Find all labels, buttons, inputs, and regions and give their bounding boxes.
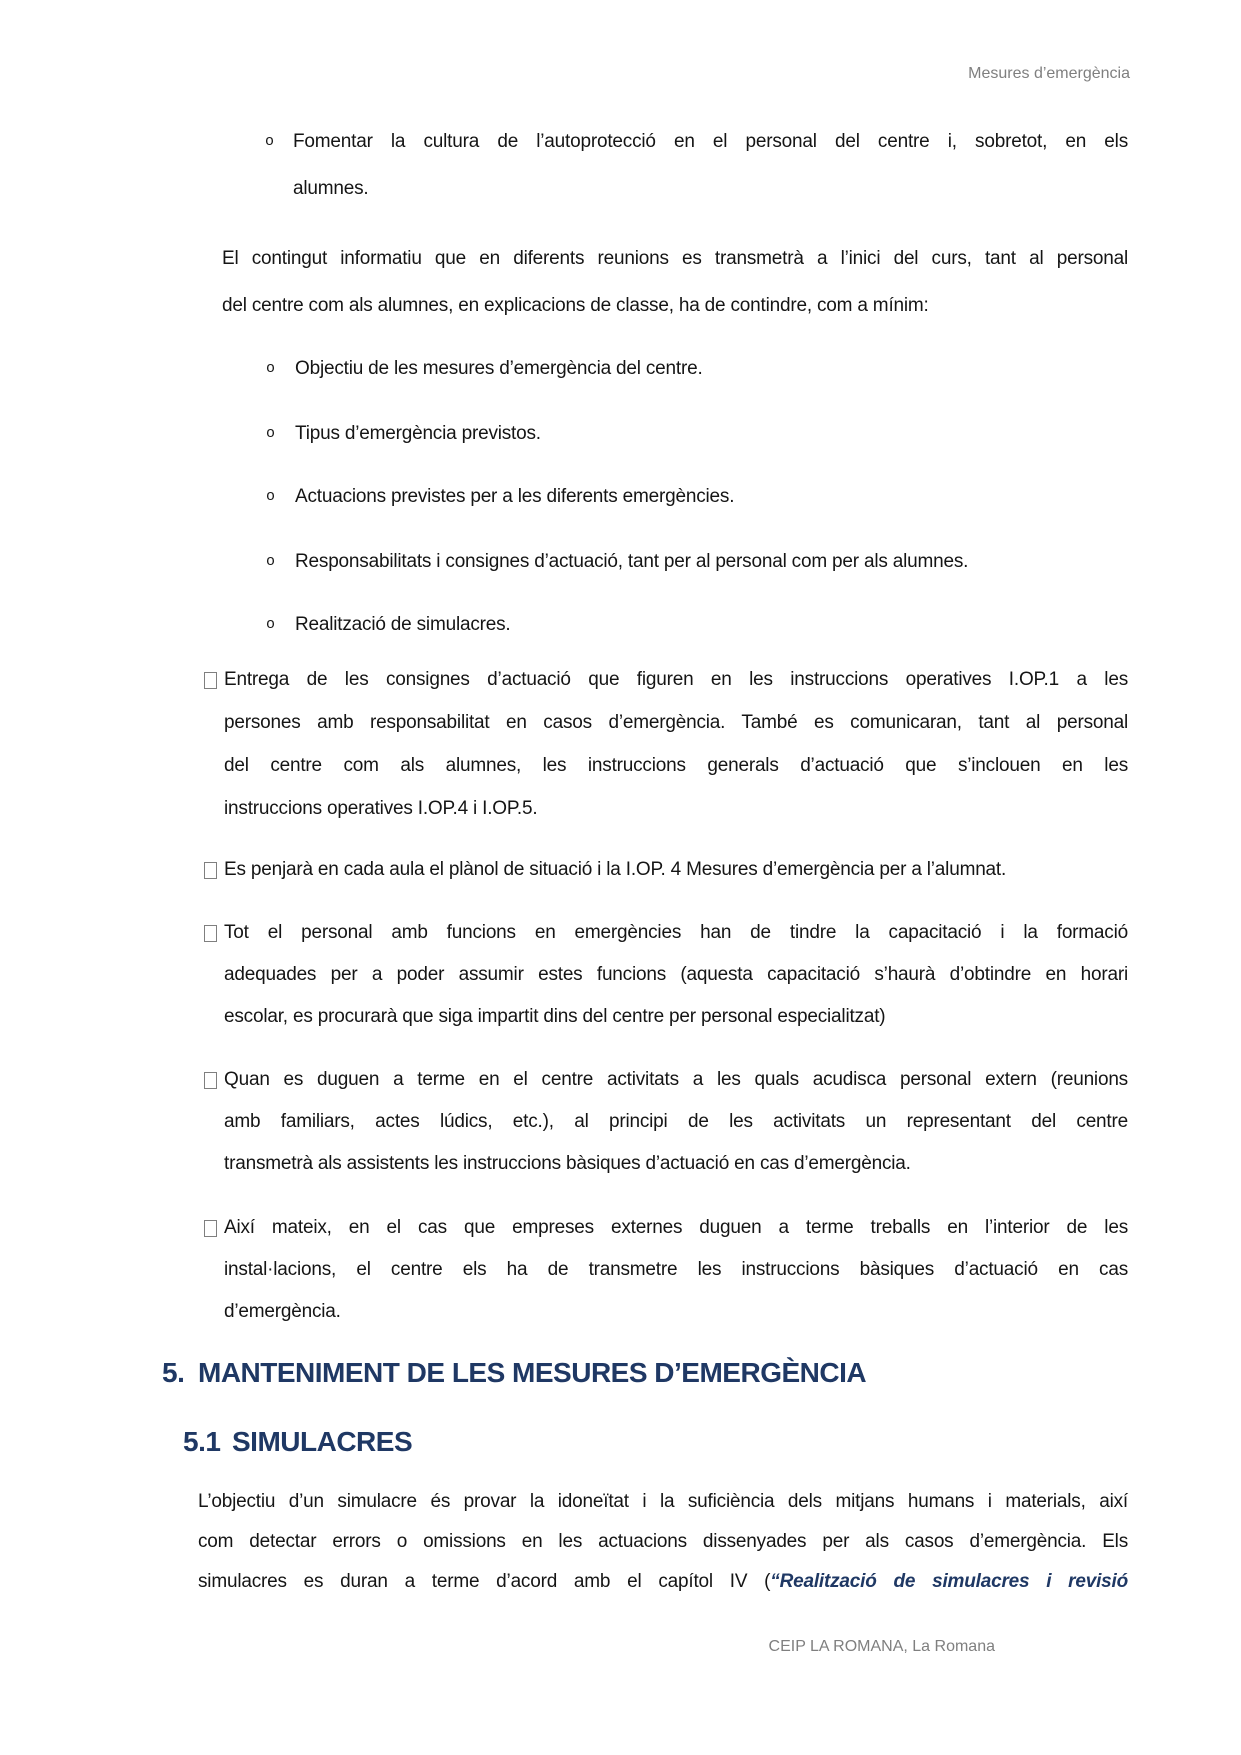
paragraph-line: Quan es duguen a terme en el centre activitats a les quals acudisca personal extern (reunions	[224, 1069, 1128, 1090]
chapter-reference-emphasis: “Realització de simulacres i revisió	[770, 1571, 1128, 1592]
checkbox-marker-icon	[204, 925, 217, 942]
list-item: Realització de simulacres.	[295, 614, 511, 635]
subsection-number: 5.1	[183, 1426, 221, 1457]
paragraph-line	[198, 1562, 1128, 1602]
paragraph-line: escolar, es procurarà que siga impartit dins del centre per personal especialitzat)	[224, 1006, 886, 1027]
check-item	[224, 848, 1128, 891]
subsection-title: SIMULACRES	[232, 1426, 413, 1457]
check-item	[224, 1059, 1128, 1185]
bullet-circle-marker: o	[265, 133, 274, 150]
checkbox-marker-icon	[204, 862, 217, 879]
paragraph-line: Fomentar la cultura de l’autoprotecció en el personal del centre i, sobretot, en els	[293, 131, 1128, 152]
list-item: Objectiu de les mesures d’emergència del centre.	[295, 358, 703, 379]
bullet-circle-marker: o	[266, 488, 275, 505]
paragraph-line: Entrega de les consignes d’actuació que figuren en les instruccions operatives I.OP.1 a les	[224, 669, 1128, 690]
bullet-circle-marker: o	[266, 616, 275, 633]
list-item: Tipus d’emergència previstos.	[295, 423, 541, 444]
paragraph-line: adequades per a poder assumir estes funcions (aquesta capacitació s’haurà d’obtindre en horari	[224, 964, 1128, 985]
paragraph-line: Es penjarà en cada aula el plànol de situació i la I.OP. 4 Mesures d’emergència per a l’alumnat.	[224, 859, 1007, 880]
page-header: Mesures d’emergència	[968, 65, 1130, 82]
intro-bullet	[293, 118, 1128, 212]
section-title: MANTENIMENT DE LES MESURES D’EMERGÈNCIA	[198, 1357, 867, 1388]
paragraph-line: L’objectiu d’un simulacre és provar la idoneïtat i la suficiència dels mitjans humans i materials, així	[198, 1491, 1128, 1512]
paragraph-line: d’emergència.	[224, 1301, 341, 1322]
paragraph-line: instruccions operatives I.OP.4 i I.OP.5.	[224, 798, 538, 819]
check-item	[224, 912, 1128, 1038]
bullet-circle-marker: o	[266, 553, 275, 570]
paragraph-line: instal·lacions, el centre els ha de transmetre les instruccions bàsiques d’actuació en cas	[224, 1259, 1128, 1280]
paragraph-line: amb familiars, actes lúdics, etc.), al principi de les activitats un representant del centre	[224, 1111, 1128, 1132]
checkbox-marker-icon	[204, 672, 217, 689]
simulacres-paragraph	[198, 1482, 1128, 1602]
intro-paragraph	[222, 235, 1128, 329]
bullet-circle-marker: o	[266, 360, 275, 377]
paragraph-line: transmetrà als assistents les instruccions bàsiques d’actuació en cas d’emergència.	[224, 1153, 911, 1174]
paragraph-line: com detectar errors o omissions en les actuacions dissenyades per als casos d’emergència. Els	[198, 1531, 1128, 1552]
paragraph-line-regular: simulacres es duran a terme d’acord amb el capítol IV (	[198, 1571, 771, 1592]
page-footer: CEIP LA ROMANA, La Romana	[768, 1638, 995, 1655]
paragraph-line: Així mateix, en el cas que empreses externes duguen a terme treballs en l’interior de les	[224, 1217, 1128, 1238]
paragraph-line: El contingut informatiu que en diferents reunions es transmetrà a l’inici del curs, tant al personal	[222, 248, 1128, 269]
list-item: Actuacions previstes per a les diferents emergències.	[295, 486, 735, 507]
check-item	[224, 658, 1128, 830]
section-number: 5.	[162, 1357, 185, 1388]
paragraph-line: alumnes.	[293, 178, 369, 199]
paragraph-line: persones amb responsabilitat en casos d’emergència. També es comunicaran, tant al personal	[224, 712, 1128, 733]
paragraph-line: del centre com als alumnes, en explicacions de classe, ha de contindre, com a mínim:	[222, 295, 929, 316]
checkbox-marker-icon	[204, 1220, 217, 1237]
paragraph-line: del centre com als alumnes, les instruccions generals d’actuació que s’inclouen en les	[224, 755, 1128, 776]
paragraph-line: Tot el personal amb funcions en emergències han de tindre la capacitació i la formació	[224, 922, 1128, 943]
bullet-circle-marker: o	[266, 425, 275, 442]
checkbox-marker-icon	[204, 1072, 217, 1089]
list-item: Responsabilitats i consignes d’actuació, tant per al personal com per als alumnes.	[295, 551, 969, 572]
check-item	[224, 1207, 1128, 1333]
